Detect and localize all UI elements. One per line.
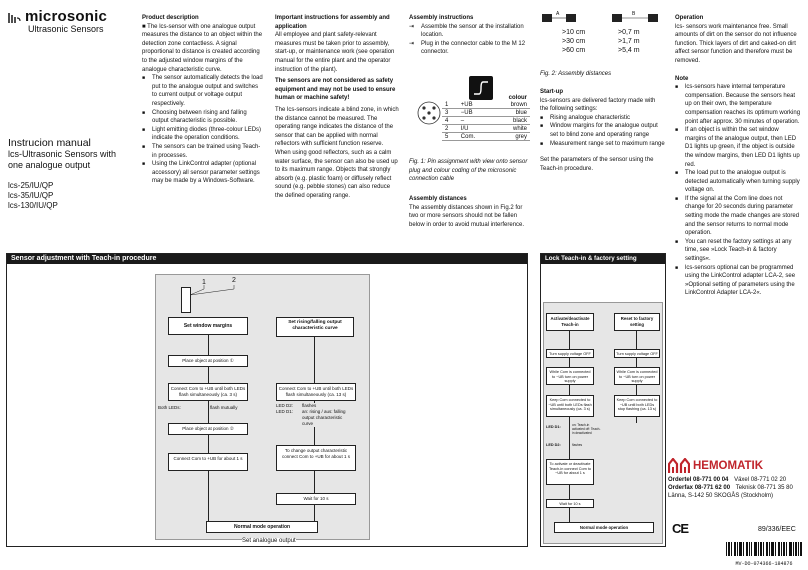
- dealer-logo: [668, 458, 808, 474]
- dealer-address: Länna, S-142 50 SKOGÅS (Stockholm): [668, 493, 774, 499]
- manual-title-block: [8, 137, 138, 211]
- step-connect-3: Connect Com to +UB until both LEDs flash simultaneously (ca. 13 s): [276, 383, 356, 401]
- col-startup: [540, 88, 665, 173]
- orderfax-label: Orderfax: [668, 485, 694, 491]
- step-supply-off-1: Turn supply voltage OFF: [546, 349, 594, 358]
- pin-diagram: [416, 100, 442, 126]
- table-row: 5 Com. grey: [442, 133, 530, 141]
- step-wait: Wait for 10 s: [276, 493, 356, 505]
- feature-bullet: ■ Light emitting diodes (three-colour LEDs) indicate the operation conditions.: [142, 126, 264, 143]
- pin-table: [442, 95, 530, 141]
- note-bullet: ■ The load put to the analogue output is detected automatically when turning supply voltage on.: [675, 169, 801, 195]
- note-bullet: ■ lcs-sensors optional can be programmed using the LinkControl adapter LCA-2, see »Optional setting of parameters using the LinkControl Adapter LCA-2«.: [675, 264, 801, 298]
- dealer-name: HEMOMATIK: [693, 460, 764, 472]
- fig2-caption: Fig. 2: Assembly distances: [540, 71, 612, 77]
- startup-bullet: ■ Measurement range set to maximum range: [540, 140, 665, 149]
- fig1-caption: Fig. 1: Pin assignment with view onto sensor plug and colour coding of the microsonic connection cable: [409, 159, 528, 183]
- both-leds-label: Both LEDs:: [158, 405, 181, 410]
- brand-block: [8, 8, 128, 34]
- step-connect-2: Connect Com to +UB for about 1 s: [168, 453, 248, 471]
- lock-title-bar: Lock Teach-in & factory setting: [541, 254, 665, 264]
- manual-title: Instrucion manual: [8, 137, 91, 149]
- barcode-number: MV-DO-074366-184876: [735, 561, 793, 567]
- product-description-heading: Product description: [142, 15, 199, 21]
- distance-b-1: >0,7 m: [618, 29, 640, 36]
- brand-logo-icon: [8, 11, 22, 23]
- table-row: 3 −UB blue: [442, 109, 530, 117]
- note-heading: Note: [675, 75, 689, 82]
- both-leds-flash: flash mutually: [210, 405, 240, 411]
- led-d2-flashes: flashes: [302, 403, 317, 408]
- table-row: 1 +UB brown: [442, 101, 530, 109]
- step-while-1: While Com is connected to −UB turn on power supply: [546, 367, 594, 385]
- startup-heading: Start-up: [540, 89, 563, 95]
- activate-teach-in-button: Activate/deactivate Teach-in: [546, 313, 594, 331]
- tekfax-label: Teknisk: [735, 485, 756, 491]
- lock-flowchart: [543, 302, 663, 544]
- distance-label-a: A: [556, 11, 560, 17]
- lock-led-d1-label: LED D1:: [546, 425, 561, 429]
- feature-bullet: ■ Choosing between rising and falling output characteristic is possible.: [142, 109, 264, 126]
- distance-b-3: >5,4 m: [618, 47, 640, 54]
- col-operation: [675, 14, 801, 298]
- col-product-description: [142, 14, 264, 186]
- position-lines-icon: [190, 283, 260, 297]
- teach-in-title-bar: Sensor adjustment with Teach-in procedure: [7, 254, 527, 264]
- startup-bullet: ■ Rising analogue characteristic: [540, 114, 665, 123]
- instructions-p2: The lcs-sensors indicate a blind zone, in which the distance cannot be measured. The operating range indicates the distance of the sensor that can be applied with normal reflectors with sufficient function reserve.: [275, 106, 399, 148]
- barcode-icon: [726, 542, 802, 556]
- instructions-p1: All employee and plant safety-relevant measures must be taken prior to assembly, start-up, or maintenance work (see operation manual for the entire plant and the operator instruction of the plant).: [275, 32, 395, 73]
- assembly-distances-heading: Assembly distances: [409, 196, 467, 202]
- dealer-block: [668, 458, 808, 500]
- dealer-logo-icon: [668, 458, 690, 474]
- feature-bullet: ■ Using the LinkControl adapter (optional accessory) all sensor parameter settings may be made by a Windows-Software.: [142, 160, 264, 186]
- operation-heading: Operation: [675, 15, 704, 21]
- led-d1-text: an: rising / aus: falling output characteristic curve: [302, 409, 354, 427]
- instructions-p3: When using good reflectors, such as a calm water surface, the sensor can also be used up to its maximum range. Objects that strongly absorb (e.g. plastic foam) or diffusely reflect sound (e.g. pebble stones) can also reduce the defined operating range.: [275, 149, 398, 199]
- model-3: lcs-130/IU/QP: [8, 201, 58, 210]
- distance-a-1: >10 cm: [562, 29, 586, 36]
- vaxel-number: 08-771 02 20: [750, 477, 787, 483]
- step-lock-wait: Wait for 10 s: [546, 499, 594, 508]
- startup-intro: lcs-sensors are delivered factory made with the following settings:: [540, 97, 656, 113]
- distance-label-b: B: [632, 11, 636, 17]
- col-important-instructions: [275, 14, 399, 200]
- brand-name: microsonic: [25, 8, 108, 25]
- position-2-label: 2: [232, 277, 236, 284]
- position-1-label: 1: [202, 279, 206, 286]
- table-row: 2 I/U white: [442, 125, 530, 133]
- assembly-heading: Assembly instructions: [409, 15, 474, 21]
- startup-outro: Set the parameters of the sensor using the Teach-in procedure.: [540, 157, 654, 172]
- note-bullet: ■ lcs-sensors have internal temperature compensation. Because the sensors heat up on their own, the temperature compensation reaches its optimum working point after approx. 30 minutes of operation.: [675, 83, 801, 126]
- product-description-intro: ■ The lcs-sensor with one analogue output measures the distance to an object within the detection zone contactless. A signal proportional to distance is created according to the adjusted window margins of the analogue characteristic curve.: [142, 23, 263, 73]
- led-d2-label: LED D2:: [276, 403, 294, 408]
- brand-logo: [8, 8, 128, 25]
- note-bullet: ■ You can reset the factory settings at any time, see »Lock Teach-in & factory settings«.: [675, 238, 801, 264]
- pin-table-header: colour: [508, 95, 527, 101]
- brand-subtitle: Ultrasonic Sensors: [28, 24, 104, 34]
- assembly-distance-figure: [540, 10, 665, 55]
- step-connect-1: Connect Com to +UB until both LEDs flash simultaneously (ca. 3 s): [168, 383, 248, 401]
- assembly-distances-block: [409, 195, 531, 229]
- assembly-distances-text: The assembly distances shown in Fig.2 for two or more sensors should not be fallen below in order to avoid mutual interference.: [409, 204, 525, 228]
- lock-led-d2-label: LED D2:: [546, 443, 561, 447]
- step-keep-1: Keep Com connected to −UB until both LEDs flash simultaneously (ca. 3 s): [546, 395, 594, 417]
- operation-text: lcs- sensors work maintenance free. Small amounts of dirt on the sensor do not influence function. Thick layers of dirt and caked-on dirt affect sensor function and therefore must be removed.: [675, 23, 797, 64]
- led-d1-label: LED D1:: [276, 409, 294, 414]
- ce-directive: 89/336/EEC: [758, 526, 796, 533]
- ordertel-number: 08-771 00 04: [693, 477, 729, 483]
- ce-mark: CE: [672, 521, 689, 536]
- note-bullet: ■ If the signal at the Com line does not change for 20 seconds during parameter setting mode the made changes are stored and the sensor returns to normal mode operation.: [675, 195, 801, 238]
- orderfax-number: 08-771 62 00: [694, 485, 731, 491]
- step-toggle-teach: To activate or deactivate Teach-in connect Com to −UB for about 1 s: [546, 459, 594, 485]
- note-bullet: ■ If an object is within the set window margins of the analogue output, then LED D1 lights up green, if the object is outside the window margins, then LED D1 lights up red.: [675, 126, 801, 169]
- lock-led-d2-text: flashes: [572, 443, 583, 447]
- barcode: [726, 542, 802, 567]
- assembly-step: ⇥ Assemble the sensor at the installation location.: [409, 23, 529, 40]
- feature-bullet: ■ The sensor automatically detects the load put to the analogue output and switches to current output or voltage output respectively.: [142, 74, 264, 108]
- feature-bullet: ■ The sensors can be trained using Teach-in processes.: [142, 143, 264, 160]
- step-supply-off-2: Turn supply voltage OFF: [614, 349, 660, 358]
- model-2: lcs-35/IU/QP: [8, 191, 54, 200]
- reset-factory-button: Reset to factory setting: [614, 313, 660, 331]
- col-assembly: [409, 14, 529, 57]
- instructions-heading: Important instructions for assembly and application: [275, 15, 390, 30]
- distance-a-3: >60 cm: [562, 47, 586, 54]
- distance-b-2: >1,7 m: [618, 38, 640, 45]
- step-place-object-2: Place object at position ②: [168, 423, 248, 435]
- set-window-margins-button: Set window margins: [168, 317, 248, 335]
- teach-in-panel: [6, 253, 528, 547]
- ordertel-label: Ordertel: [668, 477, 692, 483]
- tekfax-number: 08-771 35 80: [757, 485, 793, 491]
- model-1: lcs-25/IU/QP: [8, 181, 54, 190]
- manual-subtitle-1: lcs-Ultrasonic Sensors with: [8, 149, 117, 159]
- teach-in-flowchart: [155, 274, 370, 540]
- teach-in-footer: Set analogue output: [242, 538, 296, 544]
- vaxel-label: Växel: [734, 477, 750, 483]
- distance-a-2: >30 cm: [562, 38, 586, 45]
- step-keep-2: Keep Com connected to −UB until both LEDs stop flashing (ca. 13 s): [614, 395, 660, 417]
- assembly-step: ⇥ Plug in the connector cable to the M 12 connector.: [409, 40, 529, 57]
- manual-subtitle-2: one analogue output: [8, 160, 91, 170]
- step-while-2: While Com is connected to −UB turn on power supply: [614, 367, 660, 385]
- step-place-object-1: Place object at position ①: [168, 355, 248, 367]
- step-change-curve: To change output characteristic connect Com to +UB for about 1 s: [276, 445, 356, 471]
- normal-mode-box: Normal mode operation: [206, 521, 318, 533]
- table-row: 4 – black: [442, 117, 530, 125]
- set-curve-button: Set rising/falling output characteristic curve: [276, 317, 354, 337]
- lock-led-d1-text: on: Teach-in activated off: Teach-in deactivated: [572, 423, 601, 435]
- safety-warning: The sensors are not considered as safety equipment and may not be used to ensure human or machine safety!: [275, 78, 396, 102]
- lock-teach-panel: [540, 253, 666, 547]
- startup-bullet: ■ Window margins for the analogue output set to blind zone and operating range: [540, 122, 665, 139]
- lock-normal-mode-box: Normal mode operation: [554, 522, 654, 533]
